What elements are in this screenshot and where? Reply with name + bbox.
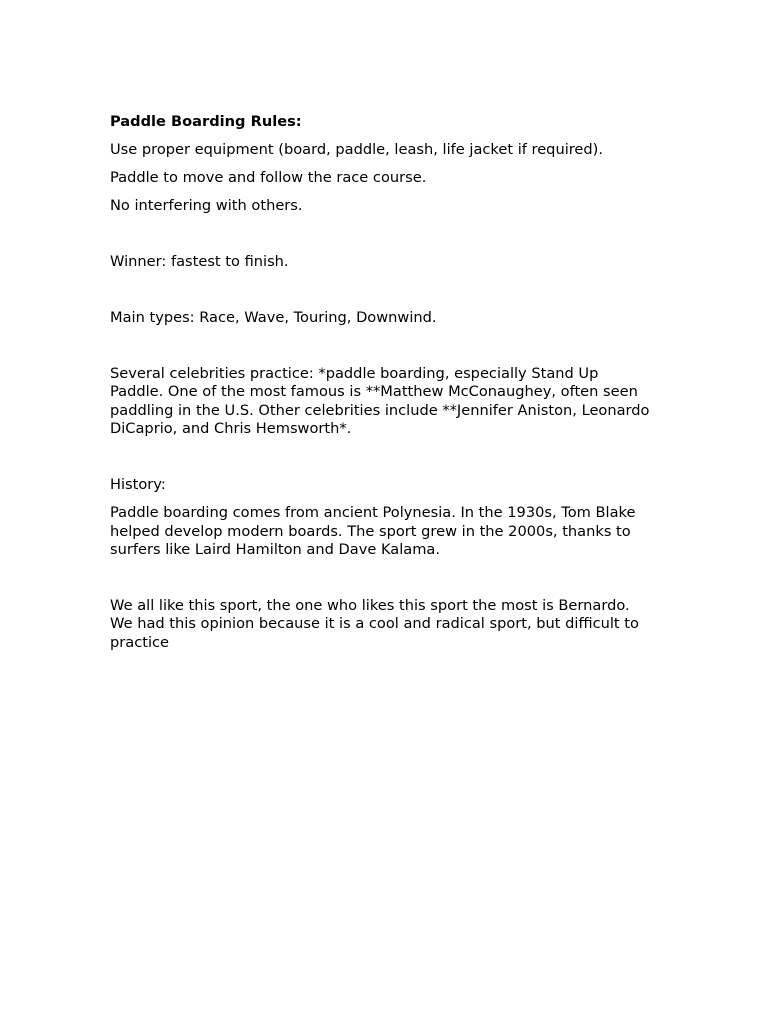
rule-equipment: Use proper equipment (board, paddle, leash, life jacket if required). [110,141,604,158]
document-heading: Paddle Boarding Rules: [110,113,302,130]
winner-text: Winner: fastest to finish. [110,253,289,270]
history-paragraph: Paddle boarding comes from ancient Polynesia. In the 1930s, Tom Blake helped develop modern boards. The sport grew in the 2000s, thanks to surfers like Laird Hamilton and Dave Kalama. [110,504,636,559]
opinion-paragraph: We all like this sport, the one who likes this sport the most is Bernardo. We had this opinion because it is a cool and radical sport, but difficult to practice [110,597,639,651]
history-label: History: [110,476,166,494]
document-body [110,113,655,652]
rule-no-interfering: No interfering with others. [110,197,303,214]
rule-paddle-course: Paddle to move and follow the race course. [110,169,427,186]
celebrities-paragraph: Several celebrities practice: *paddle boarding, especially Stand Up Paddle. One of the most famous is **Matthew McConaughey, often seen paddling in the U.S. Other celebrities include **Jennifer Aniston, Leonardo DiCaprio, and Chris Hemsworth*. [110,365,650,438]
main-types-text: Main types: Race, Wave, Touring, Downwind. [110,309,437,326]
